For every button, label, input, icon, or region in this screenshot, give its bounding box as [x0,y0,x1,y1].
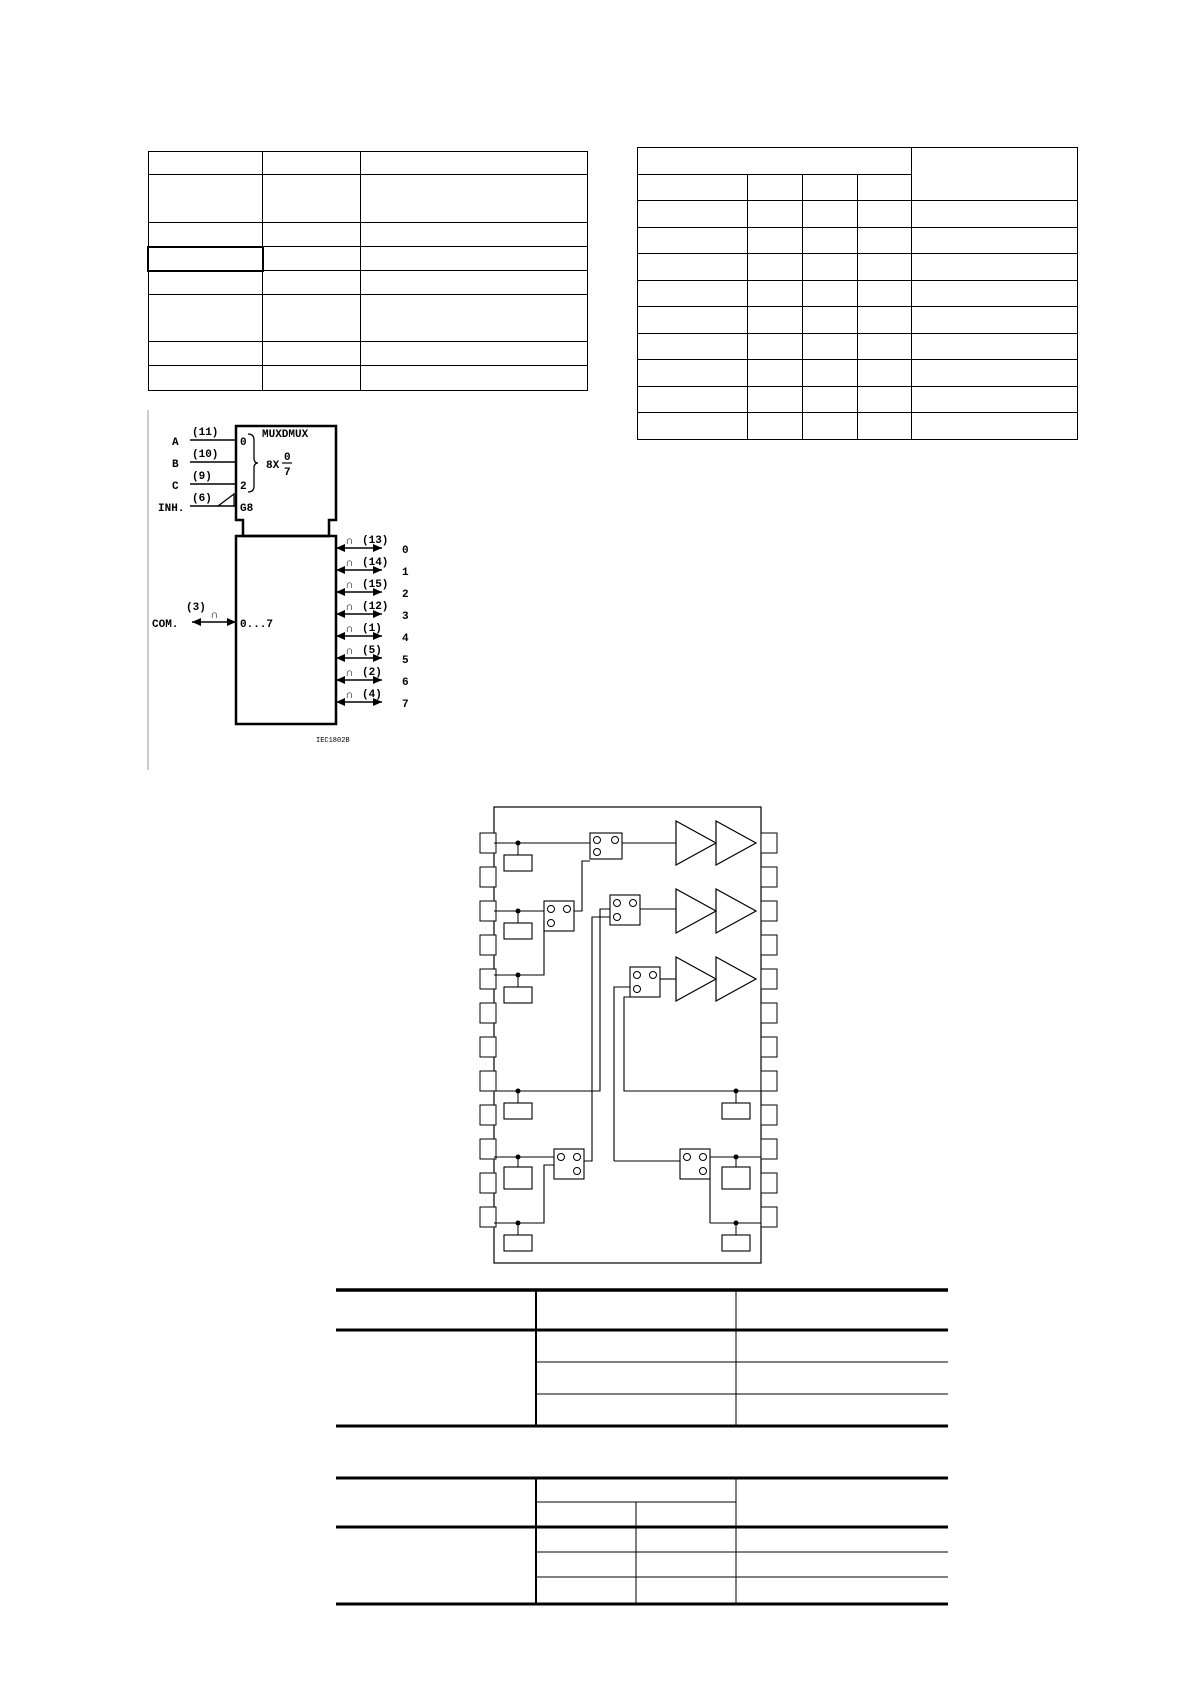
input-bit: 2 [240,481,247,493]
input-label: INH. [158,503,185,515]
input-label: C [172,481,179,493]
analog-mark: ∩ [346,558,353,570]
block-diagram [480,805,790,1265]
package-pin [761,935,777,955]
analog-mark: ∩ [346,624,353,636]
package-pin [480,1003,496,1023]
pin-number: (5) [362,645,382,657]
table-row [148,152,588,175]
output-terminal [336,535,409,557]
table-row [638,254,1078,281]
switch-boxes [544,833,710,1179]
channel-label: 3 [402,611,409,623]
characteristics-table-2 [336,1476,948,1608]
truth-table [637,147,1078,440]
output-terminal [336,689,409,711]
analog-mark: ∩ [346,646,353,658]
arrow-head [336,566,345,574]
buffer-triangle [716,889,756,933]
input-INH [158,493,254,515]
package-pin [761,867,777,887]
pin-number: (9) [192,471,212,483]
table-row [638,228,1078,254]
pin-number: (2) [362,667,382,679]
package-pin [480,1207,496,1227]
channel-label: 7 [402,699,409,711]
common-terminal [152,602,273,631]
range-top: 0 [284,452,291,464]
output-terminal [336,667,409,689]
common-range: 0...7 [240,619,274,631]
analog-mark: ∩ [211,610,218,622]
output-terminal [336,623,409,645]
input-label: A [172,437,179,449]
characteristics-table-1 [336,1288,948,1428]
input-bit: 0 [240,437,247,449]
pin-number: (15) [362,579,389,591]
package-pin [480,1071,496,1091]
table-row [638,413,1078,440]
package-pin [480,1037,496,1057]
output-terminals [336,535,409,711]
package-pin [761,901,777,921]
buffer-amplifiers [676,821,756,1001]
pin-number: (13) [362,535,389,547]
pin-number: (3) [186,602,206,614]
channel-label: 4 [402,633,409,645]
table-row [638,360,1078,387]
package-pin [480,867,496,887]
buffer-triangle [676,889,716,933]
table-row [148,366,588,391]
package-pin [761,1003,777,1023]
table-row [148,247,588,271]
analog-mark: ∩ [346,536,353,548]
package-pin [761,1105,777,1125]
table-row [638,387,1078,413]
table-row [638,201,1078,228]
arrow-head [336,610,345,618]
block-label: MUXDMUX [262,429,309,441]
logic-symbol [146,410,446,770]
analog-mark: ∩ [346,602,353,614]
table-row [638,307,1078,334]
pin-number: (10) [192,449,219,461]
table-row [638,148,1078,175]
buffer-triangle [716,821,756,865]
range-bottom: 7 [284,467,291,479]
input-bit: G8 [240,503,254,515]
package-pin [761,1139,777,1159]
buffer-triangle [676,957,716,1001]
package-outline [494,807,761,1263]
output-terminal [336,579,409,601]
pin-number: (12) [362,601,389,613]
channel-label: 1 [402,567,409,579]
table-row [148,271,588,295]
buffer-triangle [676,821,716,865]
package-pin [761,969,777,989]
pin-number: (6) [192,493,212,505]
table-row [148,223,588,247]
pin-number: (1) [362,623,382,635]
analog-mark: ∩ [346,580,353,592]
arrow-head [336,632,345,640]
package-pin [761,1071,777,1091]
analog-mark: ∩ [346,690,353,702]
package-pin [480,935,496,955]
output-terminal [336,645,409,667]
output-terminal [336,601,409,623]
package-pin [761,1207,777,1227]
figure-code: IEC1802B [316,737,350,745]
range-label: 8X [266,460,280,472]
package-pin [480,901,496,921]
pin-number: (4) [362,689,382,701]
pin-number: (14) [362,557,389,569]
table-row [638,281,1078,307]
package-pin [761,1037,777,1057]
table-row [148,175,588,223]
pin-number: (11) [192,427,219,439]
package-pin [480,833,496,853]
input-label: B [172,459,179,471]
analog-mark: ∩ [346,668,353,680]
common-label: COM. [152,619,179,631]
arrow-head [336,588,345,596]
package-pin [761,833,777,853]
arrow-head [336,654,345,662]
table-row [148,342,588,366]
arrow-head [336,698,345,706]
channel-label: 6 [402,677,409,689]
table-row [638,334,1078,360]
package-pin [480,1105,496,1125]
switch-contacts [548,837,707,1175]
input-B [172,449,236,471]
table-row [148,295,588,342]
output-terminal [336,557,409,579]
pin-description-table [147,151,588,391]
package-pin [761,1173,777,1193]
package-pin [480,969,496,989]
buffer-triangle [716,957,756,1001]
arrow-head [336,544,345,552]
channel-label: 2 [402,589,409,601]
package-pin [480,1173,496,1193]
package-pin [480,1139,496,1159]
channel-label: 5 [402,655,409,667]
arrow-head [336,676,345,684]
channel-label: 0 [402,545,409,557]
